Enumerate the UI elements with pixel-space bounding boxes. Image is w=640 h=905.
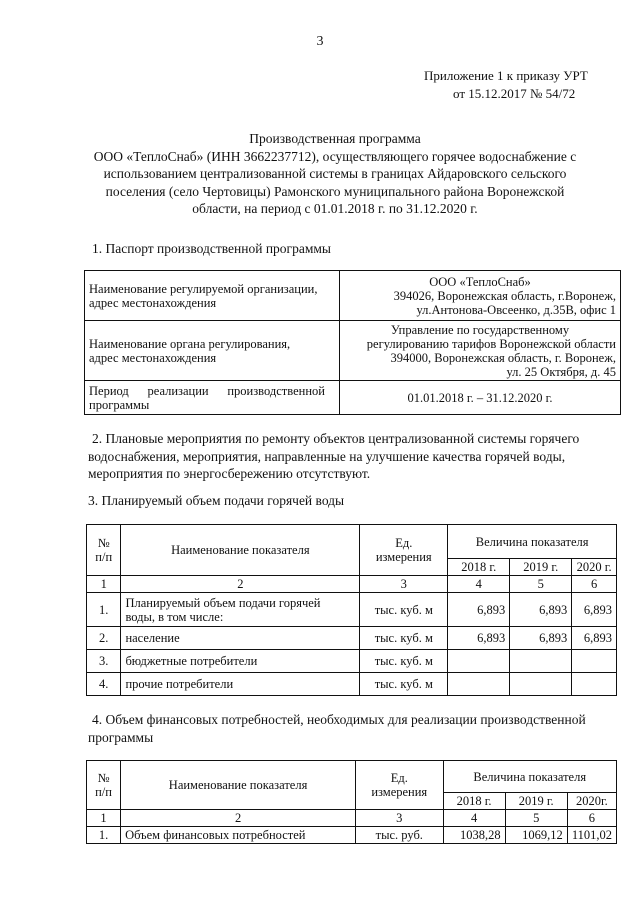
document-title <box>40 130 630 218</box>
colnum-cell: 3 <box>360 576 448 593</box>
table-row <box>87 627 617 650</box>
colnum-cell: 4 <box>443 810 505 827</box>
passport-value-cell <box>340 271 621 321</box>
header-no-cell <box>87 761 121 810</box>
passport-table <box>84 270 621 415</box>
header-year: 2018 г. <box>443 793 505 810</box>
row-name-cell <box>121 593 360 627</box>
table-header-row <box>87 761 617 793</box>
header-name: Наименование показателя <box>121 525 360 576</box>
colnum-cell: 2 <box>121 810 356 827</box>
row-unit: тыс. куб. м <box>360 593 448 627</box>
section4-heading <box>88 711 618 746</box>
passport-label: программы <box>89 397 150 412</box>
header-no: № <box>97 771 110 785</box>
header-pp: п/п <box>95 785 112 799</box>
colnum-cell: 6 <box>567 810 616 827</box>
row-value: 6,893 <box>572 593 617 627</box>
header-unit: измерения <box>375 550 432 564</box>
row-name: население <box>121 627 360 650</box>
section3-heading: 3. Планируемый объем подачи горячей воды <box>88 493 345 508</box>
section2-line: 2. Плановые мероприятия по ремонту объектов централизованной системы горячего <box>92 431 580 446</box>
row-value <box>572 673 617 696</box>
header-year: 2020г. <box>567 793 616 810</box>
table-row <box>87 827 617 844</box>
section1-heading: 1. Паспорт производственной программы <box>92 241 331 256</box>
colnum-cell: 6 <box>572 576 617 593</box>
row-value <box>448 650 510 673</box>
header-value: Величина показателя <box>443 761 617 793</box>
header-unit-cell <box>356 761 443 810</box>
row-unit: тыс. руб. <box>356 827 443 844</box>
table-colnum-row <box>87 576 617 593</box>
section4-line: 4. Объем финансовых потребностей, необходимых для реализации производственной <box>92 712 586 727</box>
passport-label: адрес местонахождения <box>89 350 217 365</box>
row-name: воды, в том числе: <box>125 609 224 624</box>
row-name: Объем финансовых потребностей <box>121 827 356 844</box>
row-unit: тыс. куб. м <box>360 650 448 673</box>
row-value: 1069,12 <box>505 827 567 844</box>
header-name: Наименование показателя <box>121 761 356 810</box>
passport-row <box>85 271 621 321</box>
title-line-2: ООО «ТеплоСнаб» (ИНН 3662237712), осуществляющего горячее водоснабжение с <box>93 148 577 164</box>
passport-label: адрес местонахождения <box>89 295 217 310</box>
row-no: 1. <box>87 593 121 627</box>
row-unit: тыс. куб. м <box>360 673 448 696</box>
passport-label: Наименование регулируемой организации, <box>89 281 318 296</box>
colnum-cell: 5 <box>510 576 572 593</box>
header-year: 2018 г. <box>448 559 510 576</box>
header-no-cell <box>87 525 121 576</box>
colnum-cell: 2 <box>121 576 360 593</box>
row-value <box>510 650 572 673</box>
section2-text <box>88 430 610 483</box>
title-line-5: области, на период с 01.01.2018 г. по 31.12.2020 г. <box>192 201 478 216</box>
passport-label-cell <box>85 381 340 415</box>
row-value: 1101,02 <box>567 827 616 844</box>
colnum-cell: 1 <box>87 810 121 827</box>
table-row <box>87 650 617 673</box>
row-no: 2. <box>87 627 121 650</box>
passport-value: 394026, Воронежская область, г.Воронеж, <box>393 288 616 303</box>
row-value: 1038,28 <box>443 827 505 844</box>
page-number: 3 <box>316 34 324 49</box>
row-value: 6,893 <box>572 627 617 650</box>
row-value <box>448 673 510 696</box>
colnum-cell: 1 <box>87 576 121 593</box>
header-value: Величина показателя <box>448 525 617 559</box>
row-name: прочие потребители <box>121 673 360 696</box>
row-unit: тыс. куб. м <box>360 627 448 650</box>
passport-label: Период реализации производственной <box>89 383 325 398</box>
passport-value: регулированию тарифов Воронежской области <box>366 336 616 351</box>
passport-value: ООО «ТеплоСнаб» <box>429 274 531 289</box>
passport-label-cell <box>85 321 340 381</box>
title-line-4: поселения (село Чертовицы) Рамонского муниципального района Воронежской <box>105 183 565 199</box>
row-no: 3. <box>87 650 121 673</box>
section4-line: программы <box>88 729 154 745</box>
row-value: 6,893 <box>448 627 510 650</box>
passport-label: Наименование органа регулирования, <box>89 336 291 351</box>
water-volume-table <box>86 524 617 696</box>
financial-needs-table <box>86 760 617 844</box>
table-header-row <box>87 525 617 559</box>
row-name: бюджетные потребители <box>121 650 360 673</box>
colnum-cell: 3 <box>356 810 443 827</box>
row-name: Планируемый объем подачи горячей <box>125 595 321 610</box>
table-colnum-row <box>87 810 617 827</box>
header-pp: п/п <box>95 550 113 564</box>
title-line-1: Производственная программа <box>249 131 421 146</box>
row-value <box>572 650 617 673</box>
header-unit-cell <box>360 525 448 576</box>
passport-value: ул.Антонова-Овсеенко, д.35В, офис 1 <box>416 302 616 317</box>
passport-label-cell <box>85 271 340 321</box>
section2-line: мероприятия по энергосбережению отсутствуют. <box>88 466 371 481</box>
passport-value: 01.01.2018 г. – 31.12.2020 г. <box>407 390 553 405</box>
row-value: 6,893 <box>510 593 572 627</box>
section2-line: водоснабжения, мероприятия, направленные на улучшение качества горячей воды, <box>88 448 566 464</box>
table-row <box>87 593 617 627</box>
row-value <box>510 673 572 696</box>
title-line-3: использованием централизованной системы в границах Айдаровского сельского <box>103 166 567 181</box>
passport-row <box>85 381 621 415</box>
passport-row <box>85 321 621 381</box>
appendix-line-1: Приложение 1 к приказу УРТ <box>424 68 588 83</box>
passport-value-cell <box>340 321 621 381</box>
header-unit: измерения <box>371 785 428 799</box>
colnum-cell: 4 <box>448 576 510 593</box>
header-unit: Ед. <box>390 771 408 785</box>
passport-value: ул. 25 Октября, д. 45 <box>506 364 616 379</box>
passport-value: 394000, Воронежская область, г. Воронеж, <box>390 350 616 365</box>
appendix-line-2: от 15.12.2017 № 54/72 <box>453 86 576 101</box>
header-year: 2020 г. <box>572 559 617 576</box>
table-row <box>87 673 617 696</box>
passport-value: Управление по государственному <box>390 322 570 337</box>
header-year: 2019 г. <box>505 793 567 810</box>
header-unit: Ед. <box>395 536 413 550</box>
header-year: 2019 г. <box>510 559 572 576</box>
row-no: 1. <box>87 827 121 844</box>
colnum-cell: 5 <box>505 810 567 827</box>
row-value: 6,893 <box>448 593 510 627</box>
row-value: 6,893 <box>510 627 572 650</box>
header-no: № <box>97 536 110 550</box>
passport-value-cell <box>340 381 621 415</box>
row-no: 4. <box>87 673 121 696</box>
